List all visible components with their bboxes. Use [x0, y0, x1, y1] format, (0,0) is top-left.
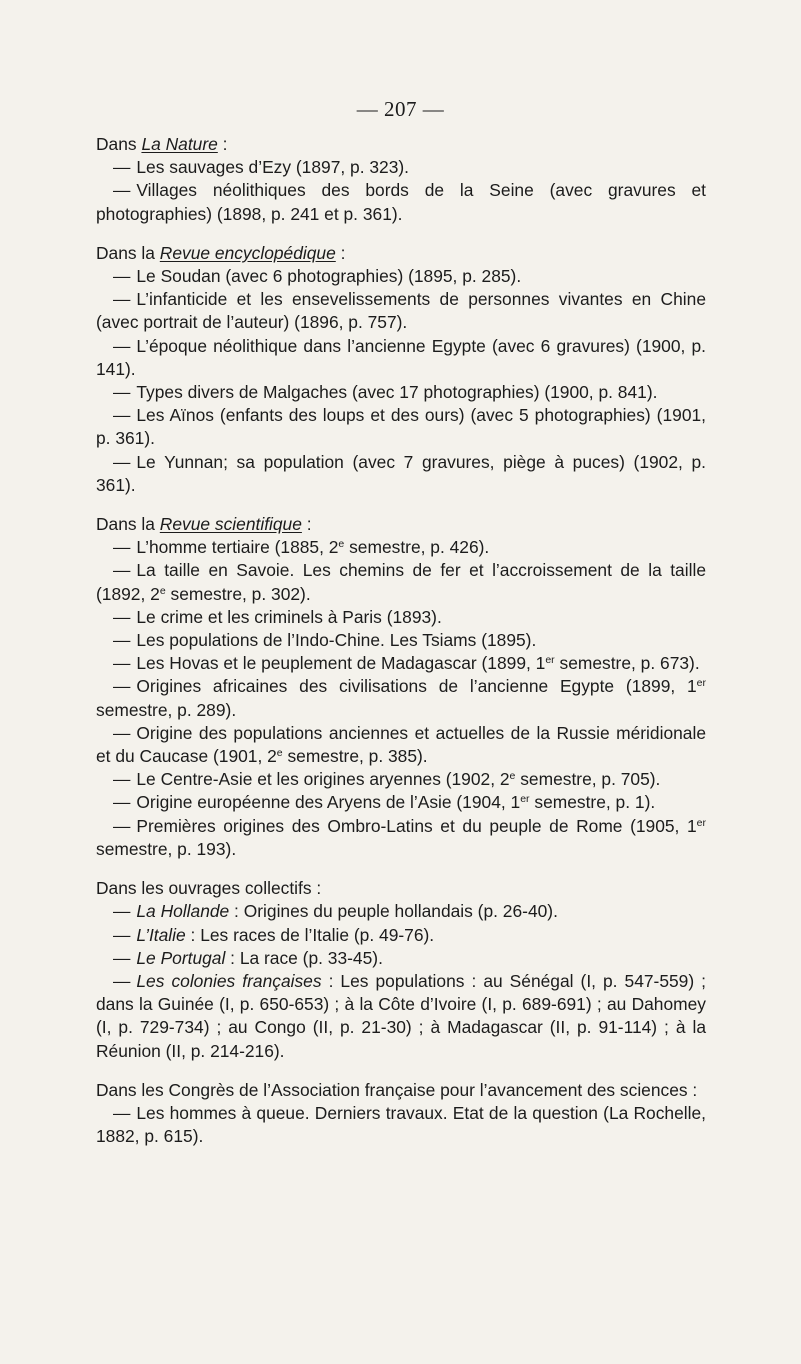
ordinal-superscript: e — [509, 770, 516, 783]
bibliography-entry — [96, 947, 706, 970]
entry-text: Le crime et les criminels à Paris (1893). — [136, 606, 442, 627]
ordinal-superscript: er — [545, 654, 555, 667]
section-heading — [96, 133, 706, 156]
entry-text: semestre, p. 302). — [165, 583, 311, 604]
ordinal-superscript: er — [696, 816, 706, 829]
entry-text: Le Soudan (avec 6 photographies) (1895, p. 285). — [136, 266, 522, 287]
bibliography-entry — [96, 335, 706, 381]
work-title: L’Italie — [136, 924, 186, 945]
entry-dash: — — [113, 180, 131, 201]
entry-text: Villages néolithiques des bords de la Seine (avec gravures et photographies) (1898, p. 241 et p. 361). — [96, 180, 706, 224]
section-heading — [96, 242, 706, 265]
bibliography-entry — [96, 381, 706, 404]
section-heading — [96, 877, 706, 900]
bibliography-entry — [96, 606, 706, 629]
entry-dash: — — [113, 451, 131, 472]
entry-dash: — — [113, 792, 131, 813]
bibliography-content — [96, 133, 706, 1164]
entry-text: semestre, p. 426). — [344, 537, 490, 558]
bibliography-entry — [96, 791, 706, 814]
ordinal-superscript: e — [159, 584, 166, 597]
bibliography-entry — [96, 536, 706, 559]
entry-dash: — — [113, 769, 131, 790]
entry-text: Origine européenne des Aryens de l’Asie (1904, 1 — [136, 792, 521, 813]
bibliography-section — [96, 133, 706, 226]
entry-text: semestre, p. 705). — [515, 769, 661, 790]
entry-dash: — — [113, 970, 131, 991]
ordinal-superscript: e — [338, 538, 345, 551]
section-heading-prefix: Dans la — [96, 514, 160, 535]
ordinal-superscript: er — [696, 677, 706, 690]
entry-dash: — — [113, 653, 131, 674]
bibliography-entry — [96, 970, 706, 1063]
entry-dash: — — [113, 630, 131, 651]
entry-text: Origine des populations anciennes et actuelles de la Russie méridionale et du Caucase (1901, 2 — [96, 722, 706, 767]
entry-dash: — — [113, 815, 131, 836]
entry-dash: — — [113, 537, 131, 558]
entry-text: : Les populations : au Sénégal (I, p. 547-559) ; dans la Guinée (I, p. 650-653) ; à la Côte d’Ivoire (I, p. 689-691) ; au Dahomey (I, p. 729-734) ; au Congo (II, p. 21-30) ; à Madagascar (II, p. 91-114) ; à la Réunion (II, p. 214-216). — [96, 970, 706, 1061]
entry-text: semestre, p. 673). — [554, 653, 700, 674]
entry-text: Les hommes à queue. Derniers travaux. Etat de la question (La Rochelle, 1882, p. 615). — [96, 1102, 706, 1147]
bibliography-entry — [96, 722, 706, 768]
entry-dash: — — [113, 901, 131, 922]
publication-title: La Nature — [141, 134, 218, 154]
entry-text: Le Centre-Asie et les origines aryennes (1902, 2 — [136, 769, 510, 790]
entry-text: semestre, p. 1). — [529, 792, 656, 813]
section-heading-prefix: Dans les ouvrages collectifs : — [96, 878, 322, 899]
section-heading-prefix: Dans les Congrès de l’Association française pour l’avancement des sciences : — [96, 1079, 698, 1100]
publication-title: Revue encyclopédique — [159, 242, 336, 263]
work-title: La Hollande — [136, 901, 230, 922]
entry-dash: — — [113, 266, 131, 287]
bibliography-entry — [96, 924, 706, 947]
entry-text: : Les races de l’Italie (p. 49-76). — [185, 924, 435, 945]
section-heading-suffix: : — [335, 242, 346, 263]
entry-dash: — — [113, 335, 131, 356]
entry-text: L’homme tertiaire (1885, 2 — [136, 537, 339, 558]
bibliography-section — [96, 513, 706, 861]
entry-text: Les Aïnos (enfants des loups et des ours) (avec 5 photographies) (1901, p. 361). — [96, 405, 706, 449]
bibliography-entry — [96, 675, 706, 721]
entry-dash: — — [113, 405, 131, 426]
section-heading-suffix: : — [301, 514, 312, 535]
entry-text: Premières origines des Ombro-Latins et du peuple de Rome (1905, 1 — [136, 815, 697, 836]
bibliography-entry — [96, 815, 706, 861]
entry-text: semestre, p. 385). — [282, 746, 428, 767]
entry-text: Les Hovas et le peuplement de Madagascar (1899, 1 — [136, 653, 546, 674]
ordinal-superscript: e — [276, 747, 283, 760]
bibliography-entry — [96, 156, 706, 179]
entry-dash: — — [113, 289, 131, 310]
entry-text: Types divers de Malgaches (avec 17 photographies) (1900, p. 841). — [136, 382, 658, 403]
entry-dash: — — [113, 382, 131, 403]
entry-text: semestre, p. 193). — [96, 838, 237, 859]
entry-text: Les populations de l’Indo-Chine. Les Tsiams (1895). — [136, 630, 537, 651]
bibliography-entry — [96, 652, 706, 675]
bibliography-entry — [96, 629, 706, 652]
bibliography-entry — [96, 179, 706, 225]
entry-dash: — — [113, 606, 131, 627]
entry-text: La taille en Savoie. Les chemins de fer et l’accroissement de la taille (1892, 2 — [96, 560, 706, 604]
bibliography-entry — [96, 404, 706, 450]
bibliography-entry — [96, 288, 706, 334]
entry-text: Origines africaines des civilisations de l’ancienne Egypte (1899, 1 — [136, 676, 697, 697]
page-number: — 207 — — [356, 97, 445, 121]
entry-dash: — — [113, 157, 131, 178]
entry-text: : La race (p. 33-45). — [225, 947, 383, 968]
entry-dash: — — [113, 947, 131, 968]
entry-text: L’infanticide et les ensevelissements de personnes vivantes en Chine (avec portrait de l’auteur) (1896, p. 757). — [96, 289, 706, 333]
entry-text: semestre, p. 289). — [96, 699, 237, 720]
entry-dash: — — [113, 560, 131, 581]
work-title: Les colonies françaises — [136, 970, 322, 991]
entry-text: Le Yunnan; sa population (avec 7 gravures, piège à puces) (1902, p. 361). — [96, 451, 706, 495]
section-heading-prefix: Dans — [96, 134, 142, 154]
entry-dash: — — [113, 676, 131, 697]
bibliography-entry — [96, 451, 706, 497]
bibliography-section — [96, 877, 706, 1063]
work-title: Le Portugal — [136, 947, 226, 968]
ordinal-superscript: er — [520, 793, 530, 806]
entry-dash: — — [113, 924, 131, 945]
section-heading — [96, 513, 706, 536]
entry-text: Les sauvages d’Ezy (1897, p. 323). — [136, 157, 410, 178]
entry-text: : Origines du peuple hollandais (p. 26-40). — [229, 901, 558, 922]
section-heading — [96, 1079, 706, 1102]
bibliography-entry — [96, 265, 706, 288]
bibliography-entry — [96, 768, 706, 791]
entry-dash: — — [113, 1102, 131, 1123]
publication-title: Revue scientifique — [159, 514, 302, 535]
bibliography-entry — [96, 559, 706, 605]
bibliography-section — [96, 1079, 706, 1149]
entry-text: L’époque néolithique dans l’ancienne Egypte (avec 6 gravures) (1900, p. 141). — [96, 335, 706, 379]
bibliography-section — [96, 242, 706, 497]
section-heading-suffix: : — [217, 134, 228, 154]
bibliography-entry — [96, 1102, 706, 1148]
bibliography-entry — [96, 900, 706, 923]
entry-dash: — — [113, 722, 131, 743]
section-heading-prefix: Dans la — [96, 242, 160, 263]
